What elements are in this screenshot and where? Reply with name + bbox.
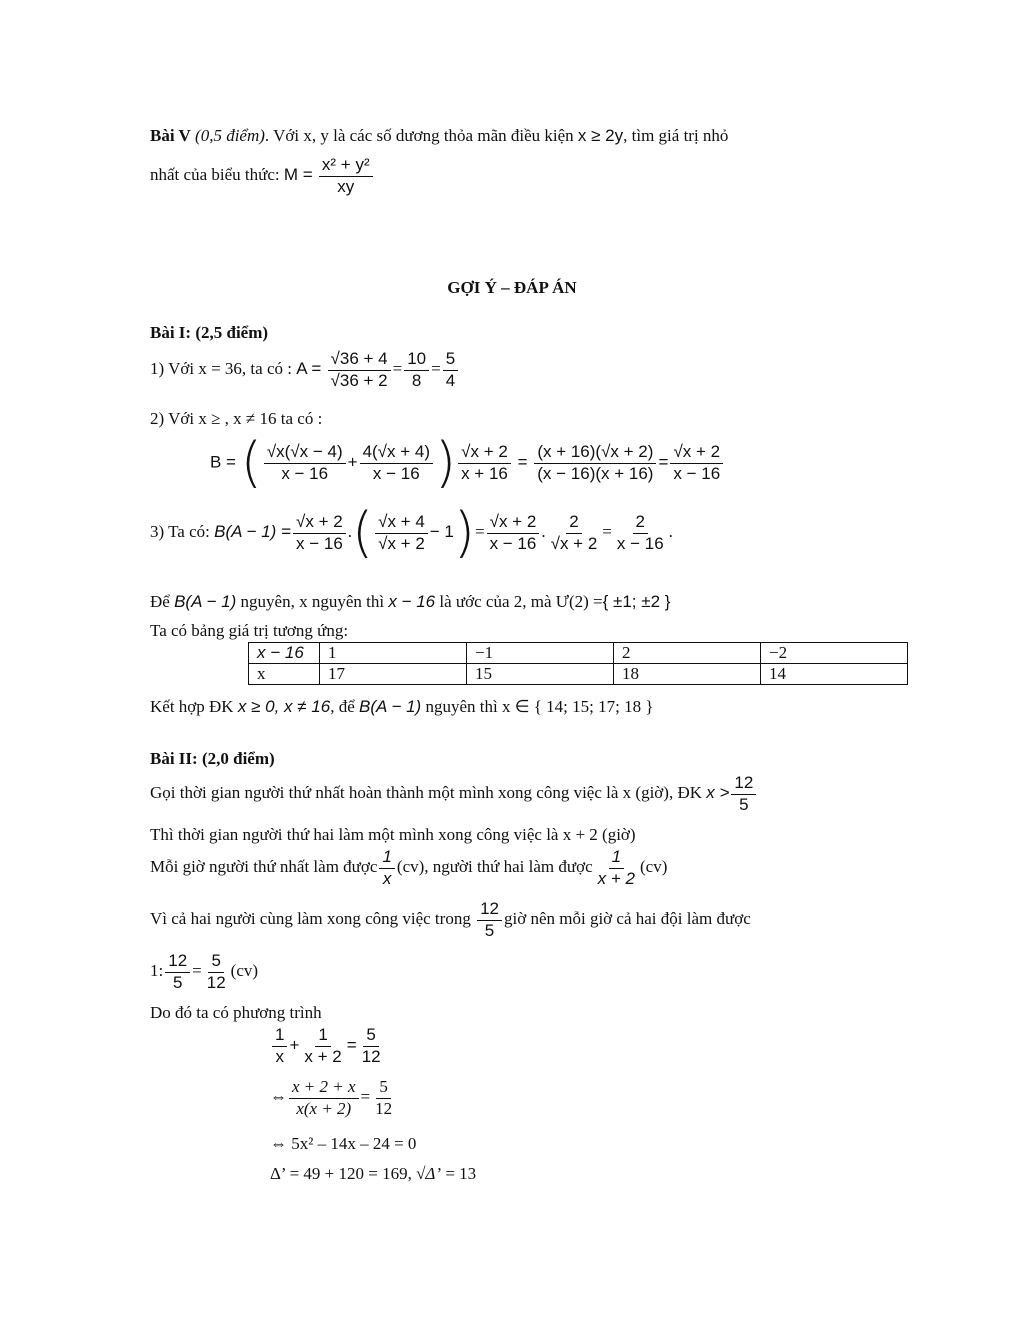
frac-den: x − 16 — [489, 533, 537, 553]
table-cell: 15 — [467, 664, 614, 685]
frac-den: x − 16 — [673, 463, 721, 483]
frac-den: x − 16 — [616, 533, 664, 553]
part2-term2 — [360, 443, 433, 483]
frac-num: 4(√x + 4) — [360, 443, 433, 464]
frac-num: 10 — [404, 350, 429, 371]
frac-num: √x(√x − 4) — [264, 443, 346, 464]
frac-num: √x + 2 — [670, 443, 723, 464]
table-caption: Ta có bảng giá trị tương ứng: — [150, 621, 349, 640]
frac-den: x — [275, 1046, 284, 1066]
line4-text-2: giờ nên mỗi giờ cả hai đội làm được — [504, 909, 751, 929]
part3-minus1: − 1 — [429, 521, 454, 541]
frac-num: 5 — [208, 952, 223, 973]
line4-text-1: Vì cả hai người cùng làm xong công việc trong — [150, 909, 471, 929]
frac-num: 1 — [379, 848, 394, 869]
conclusion-text-2: , để — [330, 697, 355, 716]
part3-text: 3) Ta có: — [150, 521, 210, 541]
line3-text-1: Mỗi giờ người thứ nhất làm được — [150, 857, 378, 877]
bai-ii-line6: Do đó ta có phương trình — [150, 1003, 322, 1022]
frac-den: 12 — [206, 972, 226, 992]
line3-frac1 — [379, 848, 394, 888]
frac-den: x − 16 — [372, 463, 420, 483]
frac-den: 8 — [411, 370, 422, 390]
frac-den: x(x + 2) — [296, 1098, 352, 1118]
frac-den: 5 — [484, 920, 495, 940]
frac-num: √36 + 4 — [328, 350, 391, 371]
part3-frac1 — [293, 513, 346, 553]
frac-num: 5 — [443, 350, 458, 371]
eq1-frac2 — [301, 1026, 344, 1066]
frac-num: √x + 2 — [458, 443, 511, 464]
eq1-frac1 — [272, 1026, 287, 1066]
bai-ii-line4 — [150, 900, 751, 940]
table-cell-head: x — [249, 664, 320, 685]
frac-num: √x + 2 — [487, 513, 540, 534]
part1-frac-b — [404, 350, 429, 390]
bai-v-line2 — [150, 156, 375, 196]
line3-frac2 — [595, 848, 638, 888]
part1-frac-a — [328, 350, 391, 390]
eq4-result: = 13 — [445, 1164, 477, 1183]
frac-num: x + 2 + x — [289, 1078, 359, 1099]
line4-frac — [477, 900, 502, 940]
frac-den: 12 — [375, 1098, 393, 1118]
bai-v-m-frac — [319, 156, 373, 196]
line5-frac2 — [204, 952, 229, 992]
frac-den: √x + 2 — [550, 533, 598, 553]
equation-1: $\frac{1}{x}$ + $\frac{1}{x + 2}$ = $\frac{5}{12}$ — [270, 1026, 386, 1066]
frac-den: 4 — [445, 370, 456, 390]
bai-v-points: (0,5 điểm) — [195, 126, 265, 145]
frac-num: 2 — [566, 513, 581, 534]
line5-text-2: (cv) — [230, 961, 259, 981]
frac-num: 2 — [633, 513, 648, 534]
table-cell: 17 — [320, 664, 467, 685]
conclusion-text-3: nguyên thì — [425, 697, 498, 716]
divisor-text-3: là ước của 2, mà Ư(2) = — [439, 592, 603, 611]
bai-i-title: Bài I: (2,5 điểm) — [150, 323, 269, 342]
divisor-text-1: Để — [150, 592, 170, 611]
frac-den: 5 — [172, 972, 183, 992]
table-cell: 1 — [320, 643, 467, 664]
conclusion-text-1: Kết hợp ĐK — [150, 697, 234, 716]
frac-den: xy — [337, 176, 355, 196]
part3-frac3 — [487, 513, 540, 553]
table-cell: 2 — [614, 643, 761, 664]
frac-den: x + 2 — [304, 1046, 342, 1066]
frac-den: x + 16 — [461, 463, 508, 483]
frac-den: x − 16 — [281, 463, 329, 483]
part3-lhs: B(A − 1) = — [214, 521, 291, 541]
line1-cond: x > — [706, 783, 730, 803]
frac-num: √x + 2 — [293, 513, 346, 534]
frac-num: x² + y² — [319, 156, 373, 177]
frac-den: √x + 2 — [378, 533, 425, 553]
conclusion-cond: x ≥ 0, x ≠ 16 — [237, 697, 331, 716]
bai-ii-line2: Thì thời gian người thứ hai làm một mình xong công việc là x + 2 (giờ) — [150, 825, 636, 844]
frac-num: 12 — [165, 952, 190, 973]
part1-frac-c — [443, 350, 458, 390]
bai-v-line1 — [150, 126, 728, 146]
conclusion-set: x ∈ { 14; 15; 17; 18 } — [501, 697, 654, 716]
line3-text-3: (cv) — [640, 857, 668, 877]
part1-text: 1) Với x = 36, ta có : — [150, 359, 292, 379]
part2-result2 — [670, 443, 723, 483]
frac-num: (x + 16)(√x + 2) — [534, 443, 656, 464]
table-cell: 18 — [614, 664, 761, 685]
part1-lhs: A = — [296, 359, 322, 379]
left-paren: ( — [352, 501, 374, 564]
eq4-text: Δ’ = 49 + 120 = 169, — [270, 1164, 412, 1183]
table-cell: −1 — [467, 643, 614, 664]
table-row — [249, 664, 908, 685]
line1-frac — [731, 774, 756, 814]
part3-frac2 — [375, 513, 428, 553]
part2-text: 2) Với x ≥ , x ≠ 16 ta có : — [150, 409, 323, 428]
table-cell: −2 — [761, 643, 908, 664]
frac-num: 1 — [609, 848, 624, 869]
line1-text: Gọi thời gian người thứ nhất hoàn thành một mình xong công việc là x (giờ), ĐK — [150, 783, 703, 803]
divisor-set: { ±1; ±2 } — [602, 592, 671, 611]
part2-term1 — [264, 443, 346, 483]
frac-num: 12 — [731, 774, 756, 795]
frac-num: 1 — [272, 1026, 287, 1047]
part2-result1 — [534, 443, 656, 483]
divisor-line — [150, 592, 670, 612]
left-paren: ( — [240, 431, 262, 494]
bai-v-text2: , tìm giá trị nhỏ — [623, 126, 729, 145]
bai-ii-line3 — [150, 848, 667, 888]
frac-num: 5 — [363, 1026, 378, 1047]
bai-i-part2-expr: B = ( $\frac{√x(√x - 4)}{x - 16}$ + $\frac{4(√x + 4)}{x - 16}$ ) $\frac{√x + 2}{x + 16}$ = $\frac{(x + 16)(√x + 2)}{(x - 16)(x + 16)}$ = $\frac{√x + 2}{x - 16}$ — [210, 436, 725, 490]
bai-v-text1: . Với x, y là các số dương thỏa mãn điều kiện — [264, 126, 574, 145]
divisor-expr-1: B(A − 1) — [174, 592, 237, 611]
part3-frac5 — [614, 513, 667, 553]
table-cell-head: x − 16 — [249, 643, 320, 664]
frac-den: x + 2 — [597, 868, 635, 888]
eq2-prefix: ⇔ — [270, 1087, 287, 1107]
conclusion-expr: B(A − 1) — [359, 697, 422, 716]
bai-i-part3: 3) Ta có: B(A − 1) = $\frac{√x + 2}{x - 16}$ .( $\frac{√x + 4}{√x + 2}$ − 1)= $\frac{√x + 2}{x - 16}$ . $\frac{2}{√x + 2}$ = $\frac{2}{x - 16}$ . — [150, 501, 673, 564]
frac-num: √x + 4 — [375, 513, 428, 534]
frac-num: 12 — [477, 900, 502, 921]
divisor-text-2: nguyên, x nguyên thì — [240, 592, 385, 611]
frac-num: 5 — [376, 1078, 391, 1099]
bai-v-text3: nhất của biểu thức: — [150, 165, 280, 185]
right-paren: ) — [453, 501, 475, 564]
frac-den: √36 + 2 — [330, 370, 388, 390]
part3-frac4 — [548, 513, 601, 553]
part2-lhs: B = — [210, 452, 236, 472]
eq1-frac3 — [359, 1026, 384, 1066]
equation-3: ⇔ 5x² – 14x – 24 = 0 — [270, 1134, 417, 1153]
frac-den: 12 — [361, 1046, 381, 1066]
equation-4 — [270, 1164, 476, 1184]
table-cell: 14 — [761, 664, 908, 685]
part2-term3 — [458, 443, 511, 483]
bai-ii-line5: 1: $\frac{12}{5}$ = $\frac{5}{12}$ (cv) — [150, 951, 259, 992]
eq2-frac — [289, 1078, 359, 1118]
eq4-sqrt: √Δ’ — [416, 1164, 442, 1183]
line3-text-2: (cv), người thứ hai làm được — [396, 857, 593, 877]
conclusion-line — [150, 697, 654, 717]
bai-v-condition: x ≥ 2y — [577, 126, 624, 145]
value-table — [248, 642, 908, 685]
bai-v-title: Bài V — [150, 126, 191, 145]
line5-frac1 — [165, 952, 190, 992]
right-paren: ) — [435, 431, 457, 494]
bai-ii-title: Bài II: (2,0 điểm) — [150, 749, 275, 768]
answer-heading: GỢI Ý – ĐÁP ÁN — [447, 278, 577, 297]
frac-den: 5 — [739, 794, 749, 814]
line5-text-1: 1: — [150, 961, 164, 981]
frac-den: x — [382, 868, 392, 888]
frac-den: x − 16 — [295, 533, 343, 553]
frac-num: 1 — [315, 1026, 330, 1047]
divisor-expr-2: x − 16 — [388, 592, 436, 611]
frac-den: (x − 16)(x + 16) — [537, 463, 654, 483]
bai-ii-line1 — [150, 774, 758, 814]
table-row — [249, 643, 908, 664]
bai-i-part1: 1) Với x = 36, ta có : A = $\frac{√36 + 4}{√36 + 2}$ = $\frac{10}{8}$ = $\frac{5}{4}$ — [150, 350, 460, 390]
equation-2: ⇔ $\frac{x + 2 + x}{x(x + 2)}$ = $\frac{5}{12}$ — [270, 1078, 397, 1118]
eq2-frac-right — [372, 1078, 395, 1118]
bai-v-m-lhs: M = — [283, 165, 313, 185]
